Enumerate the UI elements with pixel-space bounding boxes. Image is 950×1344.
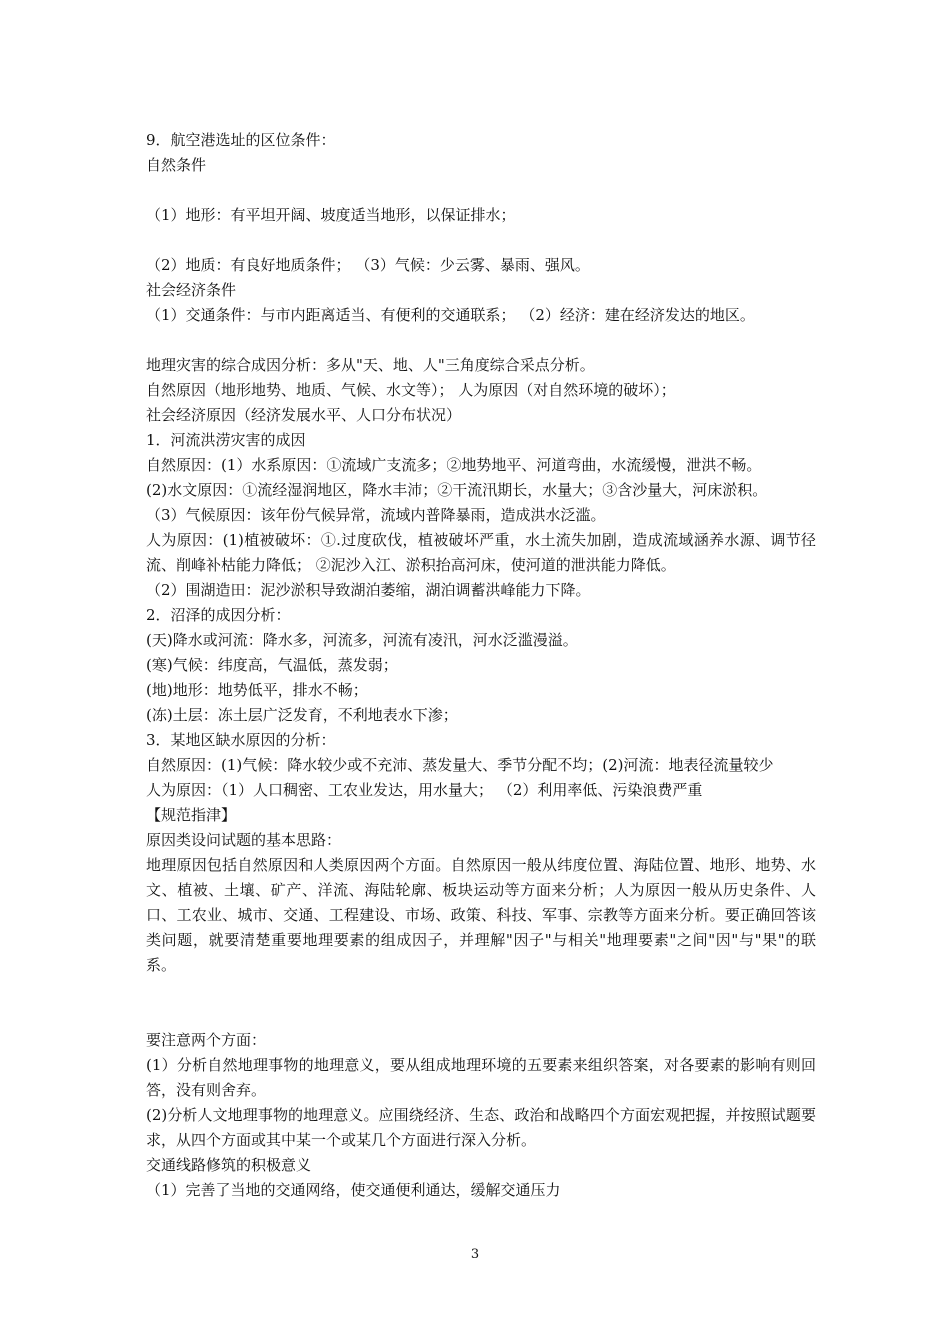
text-line: 社会经济原因（经济发展水平、人口分布状况）: [146, 406, 462, 424]
text-line: (天)降水或河流：降水多，河流多，河流有凌汛，河水泛滥漫溢。: [146, 631, 578, 649]
text-line: 人为原因：(1)植被破坏：①.过度砍伐，植被破坏严重，水土流失加剧，造成流域涵养水源、调节径流、削峰补枯能力降低； ②泥沙入江、淤积抬高河床，使河道的泄洪能力降低。: [146, 531, 816, 574]
text-line: （2）围湖造田：泥沙淤积导致湖泊萎缩，湖泊调蓄洪峰能力下降。: [146, 581, 591, 599]
text-line: 人为原因：（1）人口稠密、工农业发达，用水量大； （2）利用率低、污染浪费严重: [146, 781, 703, 799]
blank-line: [146, 1003, 816, 1028]
text-line: 3．某地区缺水原因的分析：: [146, 731, 336, 749]
text-line: 2．沼泽的成因分析：: [146, 606, 291, 624]
text-line: （1）交通条件：与市内距离适当、有便利的交通联系； （2）经济：建在经济发达的地区。: [146, 306, 755, 324]
text-line: 社会经济条件: [146, 281, 237, 299]
text-line: 地理灾害的综合成因分析：多从"天、地、人"三角度综合采点分析。: [146, 356, 595, 374]
text-line: 原因类设问试题的基本思路：: [146, 831, 342, 849]
text-line: 要注意两个方面：: [146, 1031, 267, 1049]
blank-line: [146, 178, 816, 203]
text-line: 交通线路修筑的积极意义: [146, 1156, 312, 1174]
blank-line: [146, 978, 816, 1003]
text-line: (寒)气候：纬度高，气温低，蒸发弱；: [146, 656, 398, 674]
document-body: [146, 128, 816, 1203]
text-line: （3）气候原因：该年份气候异常，流域内普降暴雨，造成洪水泛滥。: [146, 506, 606, 524]
text-line: 自然条件: [146, 156, 207, 174]
blank-line: [146, 228, 816, 253]
text-line: （2）地质：有良好地质条件； （3）气候：少云雾、暴雨、强风。: [146, 256, 590, 274]
text-line: 地理原因包括自然原因和人类原因两个方面。自然原因一般从纬度位置、海陆位置、地形、地势、水文、植被、土壤、矿产、洋流、海陆轮廓、板块运动等方面来分析；人为原因一般从历史条件、人口、工农业、城市、交通、工程建设、市场、政策、科技、军事、宗教等方面来分析。要正确回答该类问题，就要清楚重要地理要素的组成因子，并理解"因子"与相关"地理要素"之间"因"与"果"的联系。: [146, 856, 816, 974]
text-line: 自然原因（地形地势、地质、气候、水文等）； 人为原因（对自然环境的破坏）；: [146, 381, 676, 399]
text-line: (2)水文原因：①流经湿润地区，降水丰沛；②干流汛期长，水量大；③含沙量大，河床淤积。: [146, 481, 768, 499]
text-line: 1．河流洪涝灾害的成因: [146, 431, 306, 449]
text-line: (1）分析自然地理事物的地理意义，要从组成地理环境的五要素来组织答案，对各要素的影响有则回答，没有则舍弃。: [146, 1056, 816, 1099]
text-line: （1）完善了当地的交通网络，使交通便利通达，缓解交通压力: [146, 1181, 561, 1199]
text-line: （1）地形：有平坦开阔、坡度适当地形，以保证排水；: [146, 206, 516, 224]
text-line: (2)分析人文地理事物的地理意义。应围绕经济、生态、政治和战略四个方面宏观把握，并按照试题要求，从四个方面或其中某一个或某几个方面进行深入分析。: [146, 1106, 816, 1149]
text-line: 自然原因：(1)气候：降水较少或不充沛、蒸发量大、季节分配不均；(2)河流：地表径流量较少: [146, 756, 774, 774]
page-number: 3: [470, 1247, 480, 1262]
text-line: 【规范指津】: [146, 806, 237, 824]
text-line: (冻)土层：冻土层广泛发育，不利地表水下渗；: [146, 706, 458, 724]
text-line: 9．航空港选址的区位条件：: [146, 131, 336, 149]
text-line: 自然原因：(1）水系原因：①流域广支流多；②地势地平、河道弯曲，水流缓慢，泄洪不畅。: [146, 456, 762, 474]
text-line: (地)地形：地势低平，排水不畅；: [146, 681, 368, 699]
blank-line: [146, 328, 816, 353]
